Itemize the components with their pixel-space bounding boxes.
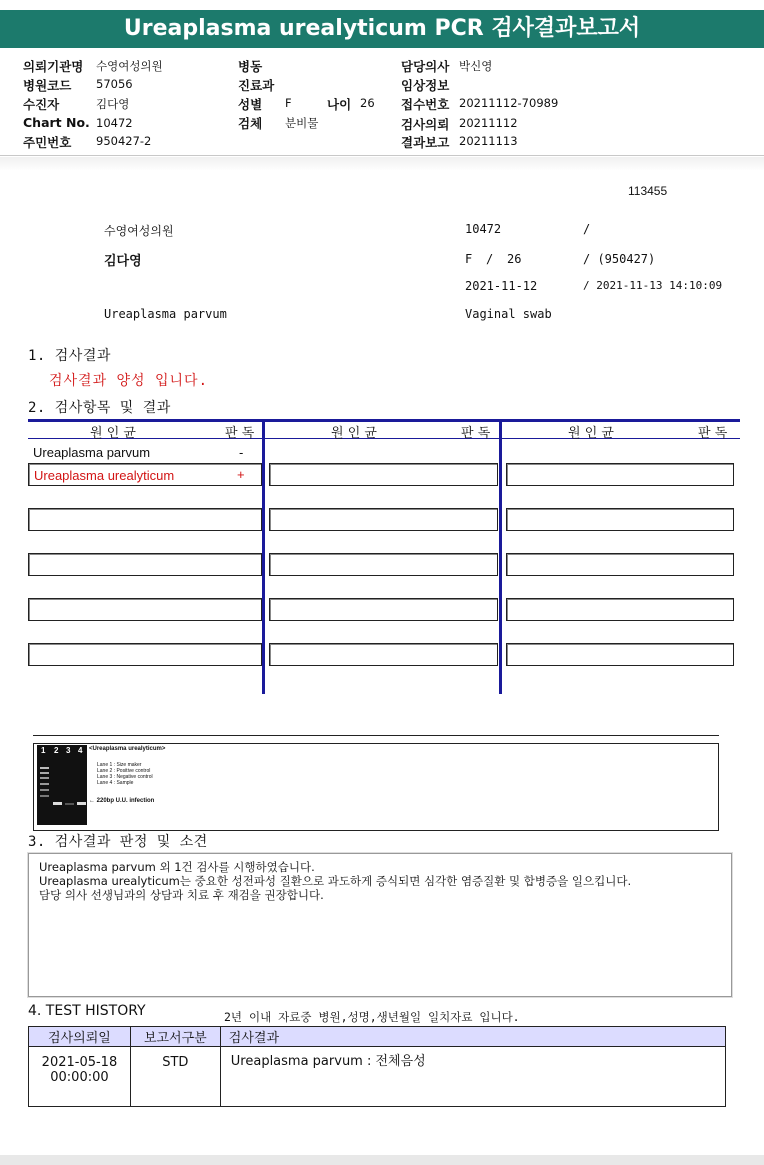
lane-number: 3 (66, 746, 71, 755)
lane-number: 2 (54, 746, 59, 755)
value-patient: 김다영 (96, 97, 130, 111)
label-hospital-name: 의뢰기관명 (23, 59, 84, 74)
col-header-judgement-3: 판 독 (698, 426, 728, 441)
label-ward: 병동 (238, 59, 263, 74)
summary-birth: / (950427) (583, 252, 656, 266)
result-row-box (269, 508, 498, 531)
value-age: 26 (360, 96, 375, 110)
summary-test-item: Ureaplasma parvum (104, 307, 227, 321)
result-row-box (269, 553, 498, 576)
label-resident-no: 주민번호 (23, 135, 72, 150)
section1-result: 검사결과 양성 입니다. (49, 373, 209, 389)
result-value-urealyticum: + (237, 467, 245, 482)
gel-frame (33, 743, 719, 831)
history-table (28, 1026, 726, 1107)
gel-topline (33, 735, 719, 736)
value-specimen: 분비물 (285, 116, 319, 130)
result-row-box (28, 598, 262, 621)
header-shadow (0, 157, 764, 171)
opinion-line-3: 담당 의사 선생님과의 상담과 치료 후 재검을 권장합니다. (39, 888, 324, 902)
opinion-line-2: Ureaplasma urealyticum는 중요한 성전파성 질환으로 과도하게 증식되면 심각한 염증질환 및 합병증을 일으킵니다. (39, 874, 632, 888)
result-row-box (506, 598, 734, 621)
summary-sex: F (465, 252, 473, 266)
label-report-date: 결과보고 (401, 135, 450, 150)
gel-legend-lane4: Lane 4 : Sample (97, 780, 134, 786)
summary-slash: / (583, 222, 591, 236)
result-row-box (506, 508, 734, 531)
gel-caption-title: <Ureaplasma urealyticum> (89, 746, 166, 752)
summary-chart-no: 10472 (465, 222, 502, 236)
result-name-urealyticum: Ureaplasma urealyticum (34, 468, 175, 483)
summary-specimen: Vaginal swab (465, 307, 552, 321)
col-header-pathogen-3: 원 인 균 (568, 426, 614, 441)
value-receipt-no: 20211112-70989 (459, 96, 559, 110)
section2-title: 2. 검사항목 및 결과 (28, 400, 171, 416)
label-patient: 수진자 (23, 97, 60, 112)
result-value-parvum: - (239, 445, 244, 460)
history-header-date: 검사의뢰일 (29, 1027, 131, 1047)
summary-age: 26 (507, 252, 522, 266)
summary-report-datetime: / 2021-11-13 14:10:09 (583, 279, 723, 292)
value-sex: F (285, 96, 292, 110)
footer-band (0, 1155, 764, 1165)
label-hospital-code: 병원코드 (23, 78, 72, 93)
report-code: 113455 (628, 184, 668, 198)
history-date: 2021-05-18 (41, 1055, 118, 1070)
results-grid-divider-1 (262, 419, 265, 694)
summary-request-date: 2021-11-12 (465, 279, 538, 293)
label-specimen: 검체 (238, 116, 263, 131)
gel-legend-lane3: Lane 3 : Negative control (97, 774, 153, 780)
col-header-judgement-1: 판 독 (225, 426, 255, 441)
opinion-line-1: Ureaplasma parvum 외 1건 검사를 시행하였습니다. (39, 860, 315, 874)
history-header-type: 보고서구분 (130, 1027, 220, 1047)
gel-legend-lane2: Lane 2 : Positive control (97, 768, 151, 774)
summary-sex-age-sep: / (486, 252, 494, 266)
result-row-box (269, 463, 498, 486)
section4-title: 4. TEST HISTORY (28, 1003, 146, 1019)
result-row-box (28, 643, 262, 666)
col-header-judgement-2: 판 독 (461, 426, 491, 441)
label-age: 나이 (327, 97, 352, 112)
result-row-box (269, 643, 498, 666)
value-hospital-code: 57056 (96, 77, 133, 91)
result-row-box (269, 598, 498, 621)
col-header-pathogen-2: 원 인 균 (331, 426, 377, 441)
result-row-box (506, 553, 734, 576)
lane-number: 4 (78, 746, 83, 755)
results-grid-divider-2 (499, 419, 502, 694)
gel-legend-lane1: Lane 1 : Size maker (97, 762, 142, 768)
summary-patient: 김다영 (104, 254, 142, 269)
section1-title: 1. 검사결과 (28, 348, 111, 364)
result-row-box (506, 643, 734, 666)
value-chart-no: 10472 (96, 116, 133, 130)
result-row-box (506, 463, 734, 486)
label-doctor: 담당의사 (401, 59, 450, 74)
label-request-date: 검사의뢰 (401, 117, 450, 132)
section4-note: 2년 이내 자료중 병원,성명,생년월일 일치자료 입니다. (224, 1010, 520, 1024)
label-clinical-info: 임상정보 (401, 78, 450, 93)
label-department: 진료과 (238, 78, 275, 93)
result-row-box (28, 553, 262, 576)
label-sex: 성별 (238, 97, 263, 112)
value-resident-no: 950427-2 (96, 134, 152, 148)
table-row (29, 1047, 726, 1107)
result-name-parvum: Ureaplasma parvum (33, 445, 151, 460)
summary-hospital: 수영여성의원 (104, 224, 174, 238)
gel-electrophoresis-image (37, 745, 87, 825)
section3-title: 3. 검사결과 판정 및 소견 (28, 834, 208, 850)
value-report-date: 20211113 (459, 134, 518, 148)
history-header-result: 검사결과 (220, 1027, 725, 1047)
history-type: STD (130, 1047, 220, 1107)
gel-bands (37, 745, 87, 825)
history-time: 00:00:00 (50, 1070, 109, 1085)
history-cell-date (29, 1047, 131, 1107)
value-hospital-name: 수영여성의원 (96, 59, 163, 73)
result-row-box (28, 508, 262, 531)
value-doctor: 박신영 (459, 59, 493, 73)
value-request-date: 20211112 (459, 116, 518, 130)
gel-band-label: ← 220bp U.U. infection (89, 798, 155, 804)
report-title: Ureaplasma urealyticum PCR 검사결과보고서 (0, 10, 764, 48)
label-chart-no: Chart No. (23, 115, 90, 130)
col-header-pathogen-1: 원 인 균 (90, 426, 136, 441)
lane-number: 1 (41, 746, 46, 755)
header-divider (0, 155, 764, 156)
history-result: Ureaplasma parvum : 전체음성 (220, 1047, 725, 1107)
label-receipt-no: 접수번호 (401, 97, 450, 112)
opinion-box (28, 853, 732, 997)
